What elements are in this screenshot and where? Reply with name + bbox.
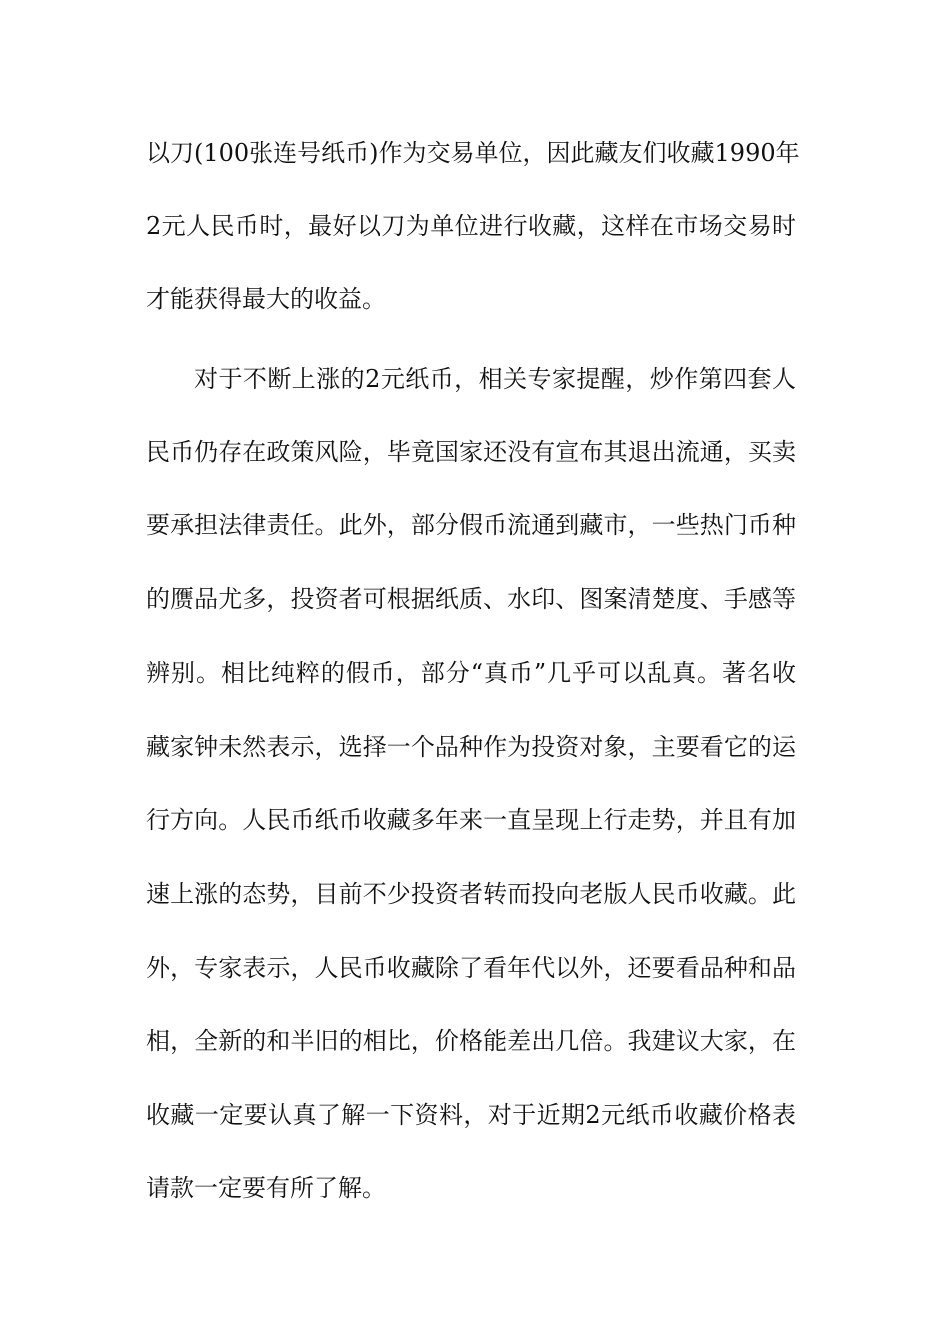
text-line: 的赝品尤多，投资者可根据纸质、水印、图案清楚度、手感等	[146, 585, 796, 613]
text-line: 行方向。人民币纸币收藏多年来一直呈现上行走势，并且有加	[146, 806, 796, 834]
paragraph-first-line: 对于不断上涨的2元纸币，相关专家提醒，炒作第四套人	[194, 365, 796, 393]
text-line: 要承担法律责任。此外，部分假币流通到藏市，一些热门币种	[146, 511, 796, 539]
text-line: 才能获得最大的收益。	[146, 285, 386, 313]
text-line: 请款一定要有所了解。	[146, 1174, 386, 1202]
text-line: 藏家钟未然表示，选择一个品种作为投资对象，主要看它的运	[146, 733, 796, 761]
text-line: 收藏一定要认真了解一下资料，对于近期2元纸币收藏价格表	[146, 1101, 796, 1129]
text-line: 速上涨的态势，目前不少投资者转而投向老版人民币收藏。此	[146, 880, 796, 908]
text-line: 相，全新的和半旧的相比，价格能差出几倍。我建议大家，在	[146, 1027, 796, 1055]
text-line: 民币仍存在政策风险，毕竟国家还没有宣布其退出流通，买卖	[146, 438, 796, 466]
text-line: 2元人民币时，最好以刀为单位进行收藏，这样在市场交易时	[146, 212, 796, 240]
text-line: 以刀(100张连号纸币)作为交易单位，因此藏友们收藏1990年	[146, 139, 800, 167]
text-line: 外，专家表示，人民币收藏除了看年代以外，还要看品种和品	[146, 954, 796, 982]
text-line: 辨别。相比纯粹的假币，部分“真币”几乎可以乱真。著名收	[146, 659, 796, 687]
